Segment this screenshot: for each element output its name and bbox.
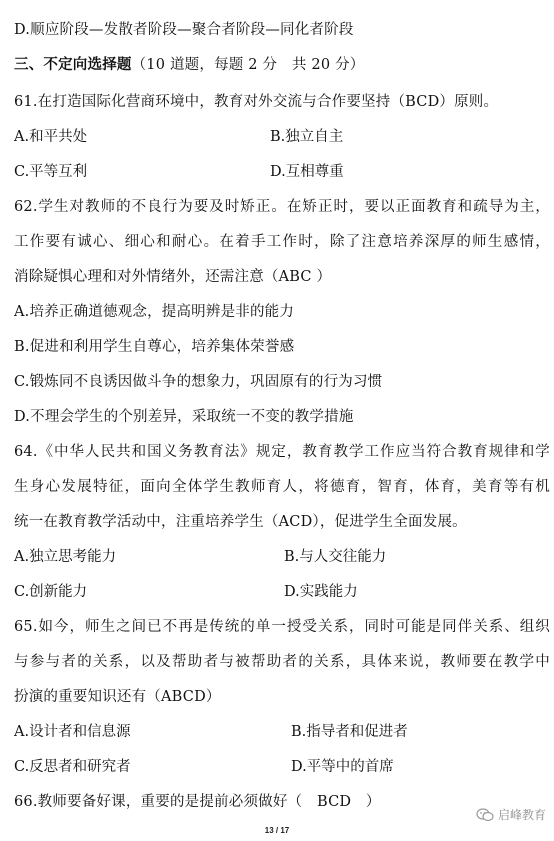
option-d: D.不理会学生的个别差异，采取统一不变的教学措施 [14,409,354,425]
section-note: （10 道题，每题 2 分 共 20 分） [131,57,365,73]
option-a: A.独立思考能力 [14,549,117,565]
question-65-line-2: 与参与者的关系，以及帮助者与被帮助者的关系，具体来说，教师要在教学中 [14,654,550,670]
section-heading [14,55,364,75]
question-66: 66.教师要备好课，重要的是提前必须做好（ BCD ） [14,794,381,810]
question-65-line-3: 扮演的重要知识还有（ABCD） [14,689,221,705]
option-c: C.反思者和研究者 [14,759,131,775]
question-62-line-3: 消除疑惧心理和对外情绪外，还需注意（ABC ） [14,269,332,285]
question-64-line-2: 生身心发展特征，面向全体学生教师育人，将德育，智育，体育，美育等有机 [14,479,550,495]
question-64-line-3: 统一在教育教学活动中，注重培养学生（ACD），促进学生全面发展。 [14,514,467,530]
option-a: A.和平共处 [14,129,88,145]
wechat-icon [476,808,494,822]
option-b: B.促进和利用学生自尊心，培养集体荣誉感 [14,339,295,355]
option-line: D.顺应阶段—发散者阶段—聚合者阶段—同化者阶段 [14,22,354,38]
option-a: A.设计者和信息源 [14,724,131,740]
option-c: C.创新能力 [14,584,88,600]
section-title: 三、不定向选择题 [14,56,132,73]
option-b: B.独立自主 [270,129,344,145]
option-a: A.培养正确道德观念，提高明辨是非的能力 [14,304,295,320]
option-b: B.指导者和促进者 [291,724,408,740]
option-b: B.与人交往能力 [284,549,387,565]
watermark-text: 启峰教育 [497,808,546,822]
option-d: D.互相尊重 [270,164,344,180]
option-c: C.锻炼同不良诱因做斗争的想象力，巩固原有的行为习惯 [14,374,383,390]
question-62-line-2: 工作要有诚心、细心和耐心。在着手工作时，除了注意培养深厚的师生感情， [14,234,550,250]
page-number: 13 / 17 [264,826,290,835]
question-62-line-1: 62.学生对教师的不良行为要及时矫正。在矫正时，要以正面教育和疏导为主， [14,199,550,215]
watermark [476,806,546,823]
option-d: D.实践能力 [284,584,358,600]
question-64-line-1: 64.《中华人民共和国义务教育法》规定，教育教学工作应当符合教育规律和学 [14,444,550,460]
question-65-line-1: 65.如今，师生之间已不再是传统的单一授受关系，同时可能是同伴关系、组织 [14,619,550,635]
option-c: C.平等互利 [14,164,88,180]
option-d: D.平等中的首席 [291,759,394,775]
question-61: 61.在打造国际化营商环境中，教育对外交流与合作要坚持（BCD）原则。 [14,94,499,110]
